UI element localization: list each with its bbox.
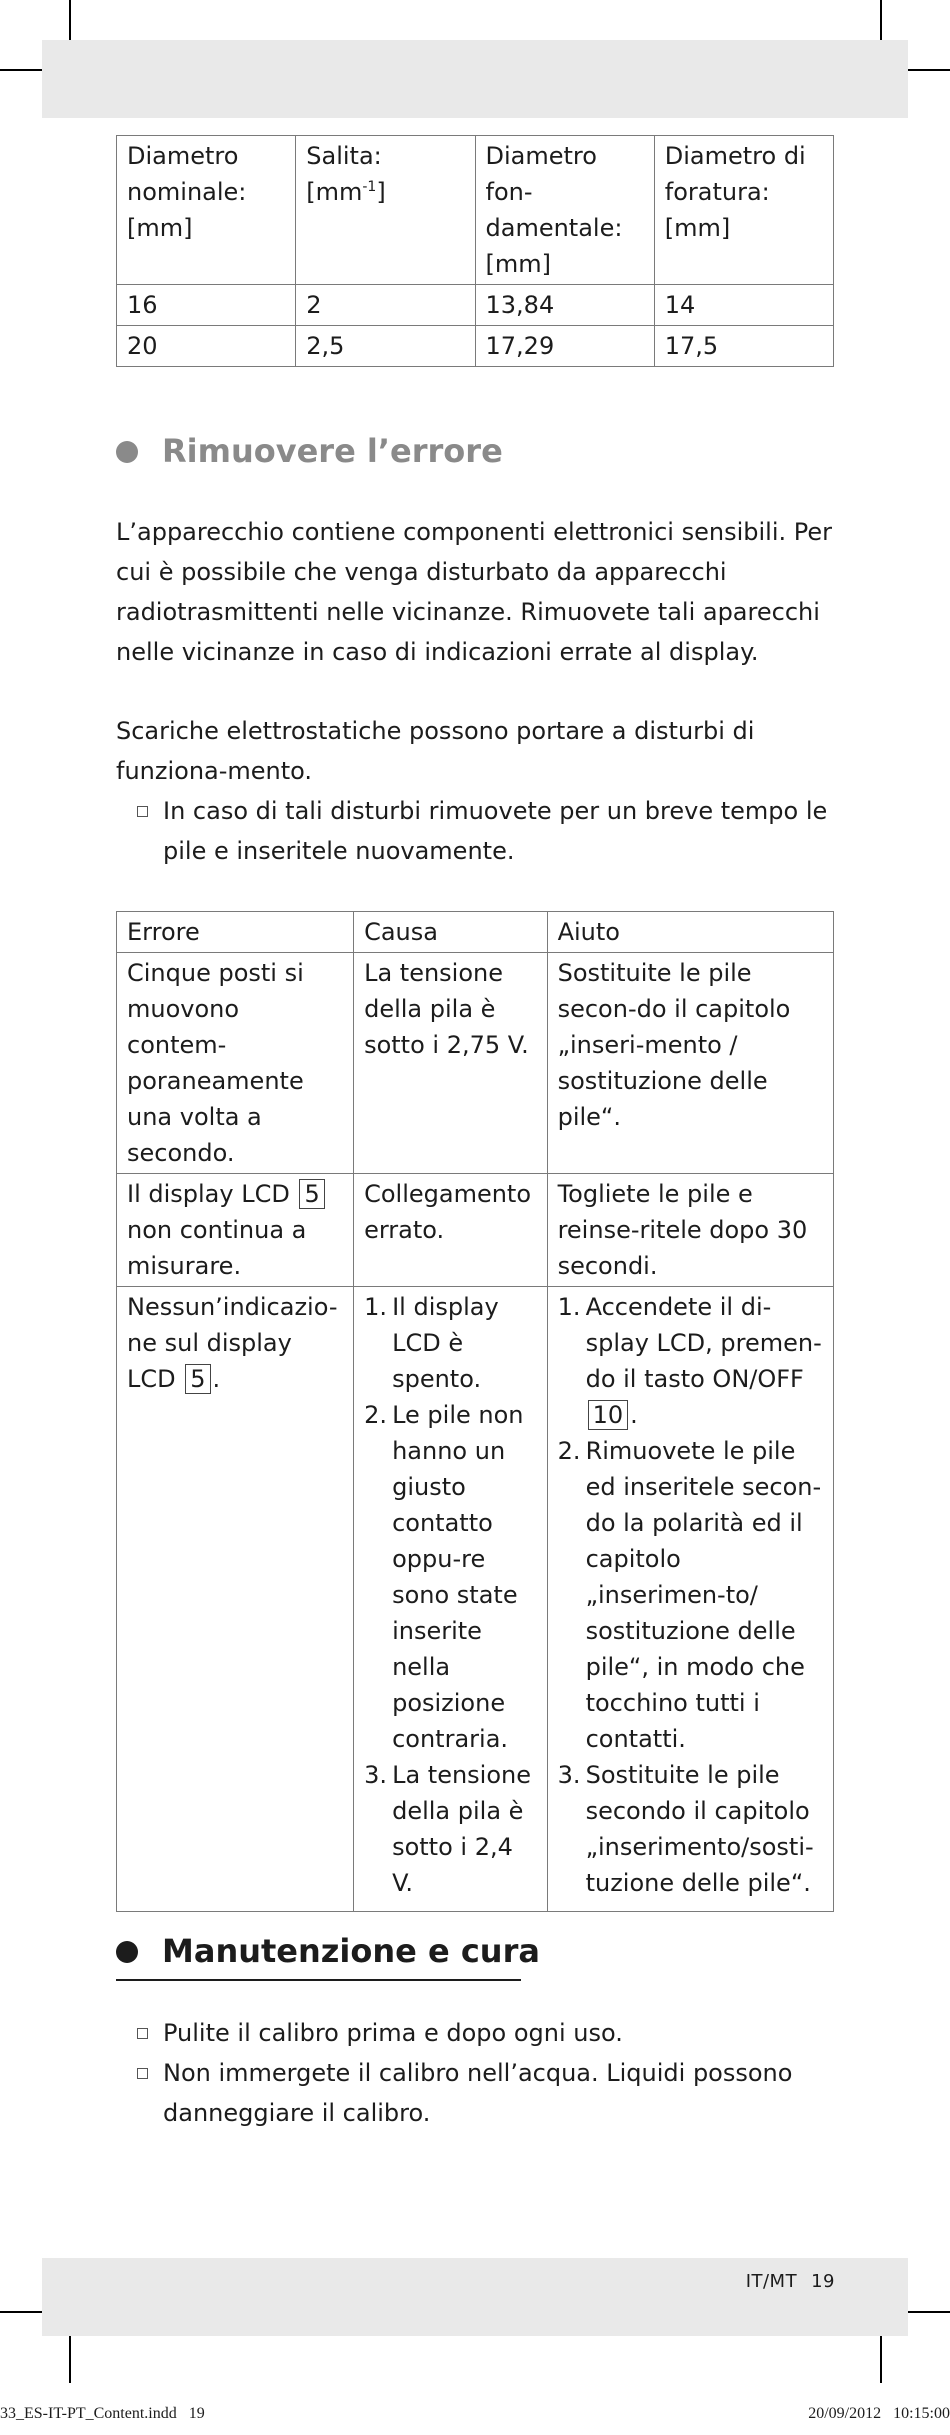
- item-number: 3.: [364, 1761, 387, 1789]
- table-cell: 16: [117, 285, 296, 326]
- table-cell: 17,5: [654, 326, 833, 367]
- item-text: Le pile non hanno un giusto contatto oppu-re sono state inserite nella posizione contraria.: [392, 1401, 524, 1753]
- table-row: [117, 326, 834, 367]
- header-cell-cause: Causa: [354, 912, 548, 953]
- part-reference: 5: [299, 1179, 324, 1209]
- paragraph-sensitive-electronics: L’apparecchio contiene componenti elettronici sensibili. Per cui è possibile che venga disturbato da apparecchi radiotrasmittenti nelle vicinanze. Rimuovete tali aparecchi nelle vicinanze in caso di indicazioni errate al display.: [116, 518, 832, 666]
- crop-mark: [0, 69, 46, 71]
- print-slug-timestamp: 20/09/2012 10:15:00: [808, 2405, 950, 2422]
- table-row: [117, 285, 834, 326]
- table-row: [117, 1174, 834, 1287]
- table-row: [117, 1287, 834, 1912]
- title-underline: [116, 1979, 521, 1981]
- numbered-item: [364, 1757, 537, 1901]
- numbered-item: [364, 1397, 537, 1757]
- thread-spec-table: [116, 135, 834, 367]
- header-salita-close: ]: [376, 178, 386, 206]
- cell-text: Il display LCD: [127, 1180, 290, 1208]
- bullet-dot-icon: [116, 441, 138, 463]
- crop-mark: [0, 2311, 46, 2313]
- table-cell: 13,84: [475, 285, 654, 326]
- table-row: [117, 953, 834, 1174]
- list-item-text: In caso di tali disturbi rimuovete per un breve tempo le pile e inseritele nuovamente.: [163, 797, 828, 865]
- numbered-item: [364, 1289, 537, 1397]
- item-text: .: [630, 1401, 638, 1429]
- checkbox-bullet-icon: [137, 806, 148, 817]
- list-item: [116, 2013, 836, 2053]
- crop-mark: [904, 69, 950, 71]
- page-footer-band: [42, 2258, 908, 2336]
- item-text: Accendete il di-splay LCD, premen-do il tasto ON/OFF: [585, 1293, 822, 1393]
- header-cell-drill-diameter: Diametro di foratura: [mm]: [654, 136, 833, 285]
- language-code: IT/MT: [745, 2271, 798, 2292]
- item-number: 3.: [557, 1761, 581, 1789]
- crop-mark: [904, 2311, 950, 2313]
- table-cell: 14: [654, 285, 833, 326]
- crop-mark: [880, 2333, 882, 2383]
- section-title-troubleshooting: [116, 431, 503, 471]
- crop-mark: [69, 2333, 71, 2383]
- numbered-item: [558, 1433, 823, 1757]
- header-cell-base-diameter: Diametro fon- damentale: [mm]: [475, 136, 654, 285]
- page-header-band: [42, 40, 908, 118]
- list-item: [116, 2053, 836, 2133]
- list-item-text: Non immergete il calibro nell’acqua. Liquidi possono danneggiare il calibro.: [163, 2059, 793, 2127]
- item-number: 2.: [557, 1437, 581, 1465]
- table-cell: Collegamento errato.: [354, 1174, 548, 1287]
- table-cell: 2,5: [296, 326, 475, 367]
- cell-text: non continua a misurare.: [127, 1216, 307, 1280]
- bullet-dot-icon: [116, 1941, 138, 1963]
- page-folio: [746, 2271, 835, 2292]
- section-title-maintenance: [116, 1931, 540, 1971]
- header-cell-salita: [296, 136, 475, 285]
- paragraph-electrostatic: Scariche elettrostatiche possono portare a disturbi di funziona-mento.: [116, 717, 755, 785]
- section-title-text: Rimuovere l’errore: [162, 432, 503, 470]
- print-slug-filename: 33_ES-IT-PT_Content.indd 19: [0, 2405, 205, 2422]
- page-number: 19: [811, 2271, 835, 2292]
- item-text: La tensione della pila è sotto i 2,4 V.: [392, 1761, 532, 1897]
- cell-text: .: [212, 1365, 221, 1393]
- header-cell-error: Errore: [117, 912, 354, 953]
- list-item-text: Pulite il calibro prima e dopo ogni uso.: [163, 2019, 623, 2047]
- header-cell-help: Aiuto: [547, 912, 833, 953]
- item-number: 1.: [557, 1293, 581, 1321]
- item-number: 1.: [364, 1293, 387, 1321]
- table-cell: [547, 1287, 833, 1912]
- table-cell: 20: [117, 326, 296, 367]
- table-cell: La tensione della pila è sotto i 2,75 V.: [354, 953, 548, 1174]
- part-reference: 5: [185, 1364, 210, 1394]
- table-cell: 2: [296, 285, 475, 326]
- superscript: -1: [362, 179, 377, 195]
- table-cell: [354, 1287, 548, 1912]
- part-reference: 10: [588, 1400, 629, 1430]
- table-header-row: [117, 136, 834, 285]
- item-text: Sostituite le pile secondo il capitolo „inserimento/sosti-tuzione delle pile“.: [585, 1761, 814, 1897]
- item-number: 2.: [364, 1401, 387, 1429]
- table-header-row: [117, 912, 834, 953]
- list-item: [116, 791, 836, 871]
- numbered-item: [558, 1289, 823, 1433]
- table-cell: Sostituite le pile secon-do il capitolo „inseri-mento / sostituzione delle pile“.: [547, 953, 833, 1174]
- checkbox-bullet-icon: [137, 2028, 148, 2039]
- checkbox-bullet-icon: [137, 2068, 148, 2079]
- item-text: Il display LCD è spento.: [392, 1293, 499, 1393]
- numbered-item: [558, 1757, 823, 1901]
- section-title-text: Manutenzione e cura: [162, 1932, 540, 1970]
- header-cell-nominal: Diametro nominale: [mm]: [117, 136, 296, 285]
- troubleshooting-table: [116, 911, 834, 1912]
- table-cell: [117, 1287, 354, 1912]
- table-cell: Togliete le pile e reinse-ritele dopo 30 secondi.: [547, 1174, 833, 1287]
- cell-text: Nessun’indicazio-ne sul display LCD: [127, 1293, 338, 1393]
- header-salita-text: Salita: [mm: [306, 142, 382, 206]
- table-cell: Cinque posti si muovono contem-poraneamente una volta a secondo.: [117, 953, 354, 1174]
- table-cell: 17,29: [475, 326, 654, 367]
- table-cell: [117, 1174, 354, 1287]
- item-text: Rimuovete le pile ed inseritele secon-do la polarità ed il capitolo „inserimen-to/ sostituzione delle pile“, in modo che tocchino tutti i contatti.: [585, 1437, 822, 1753]
